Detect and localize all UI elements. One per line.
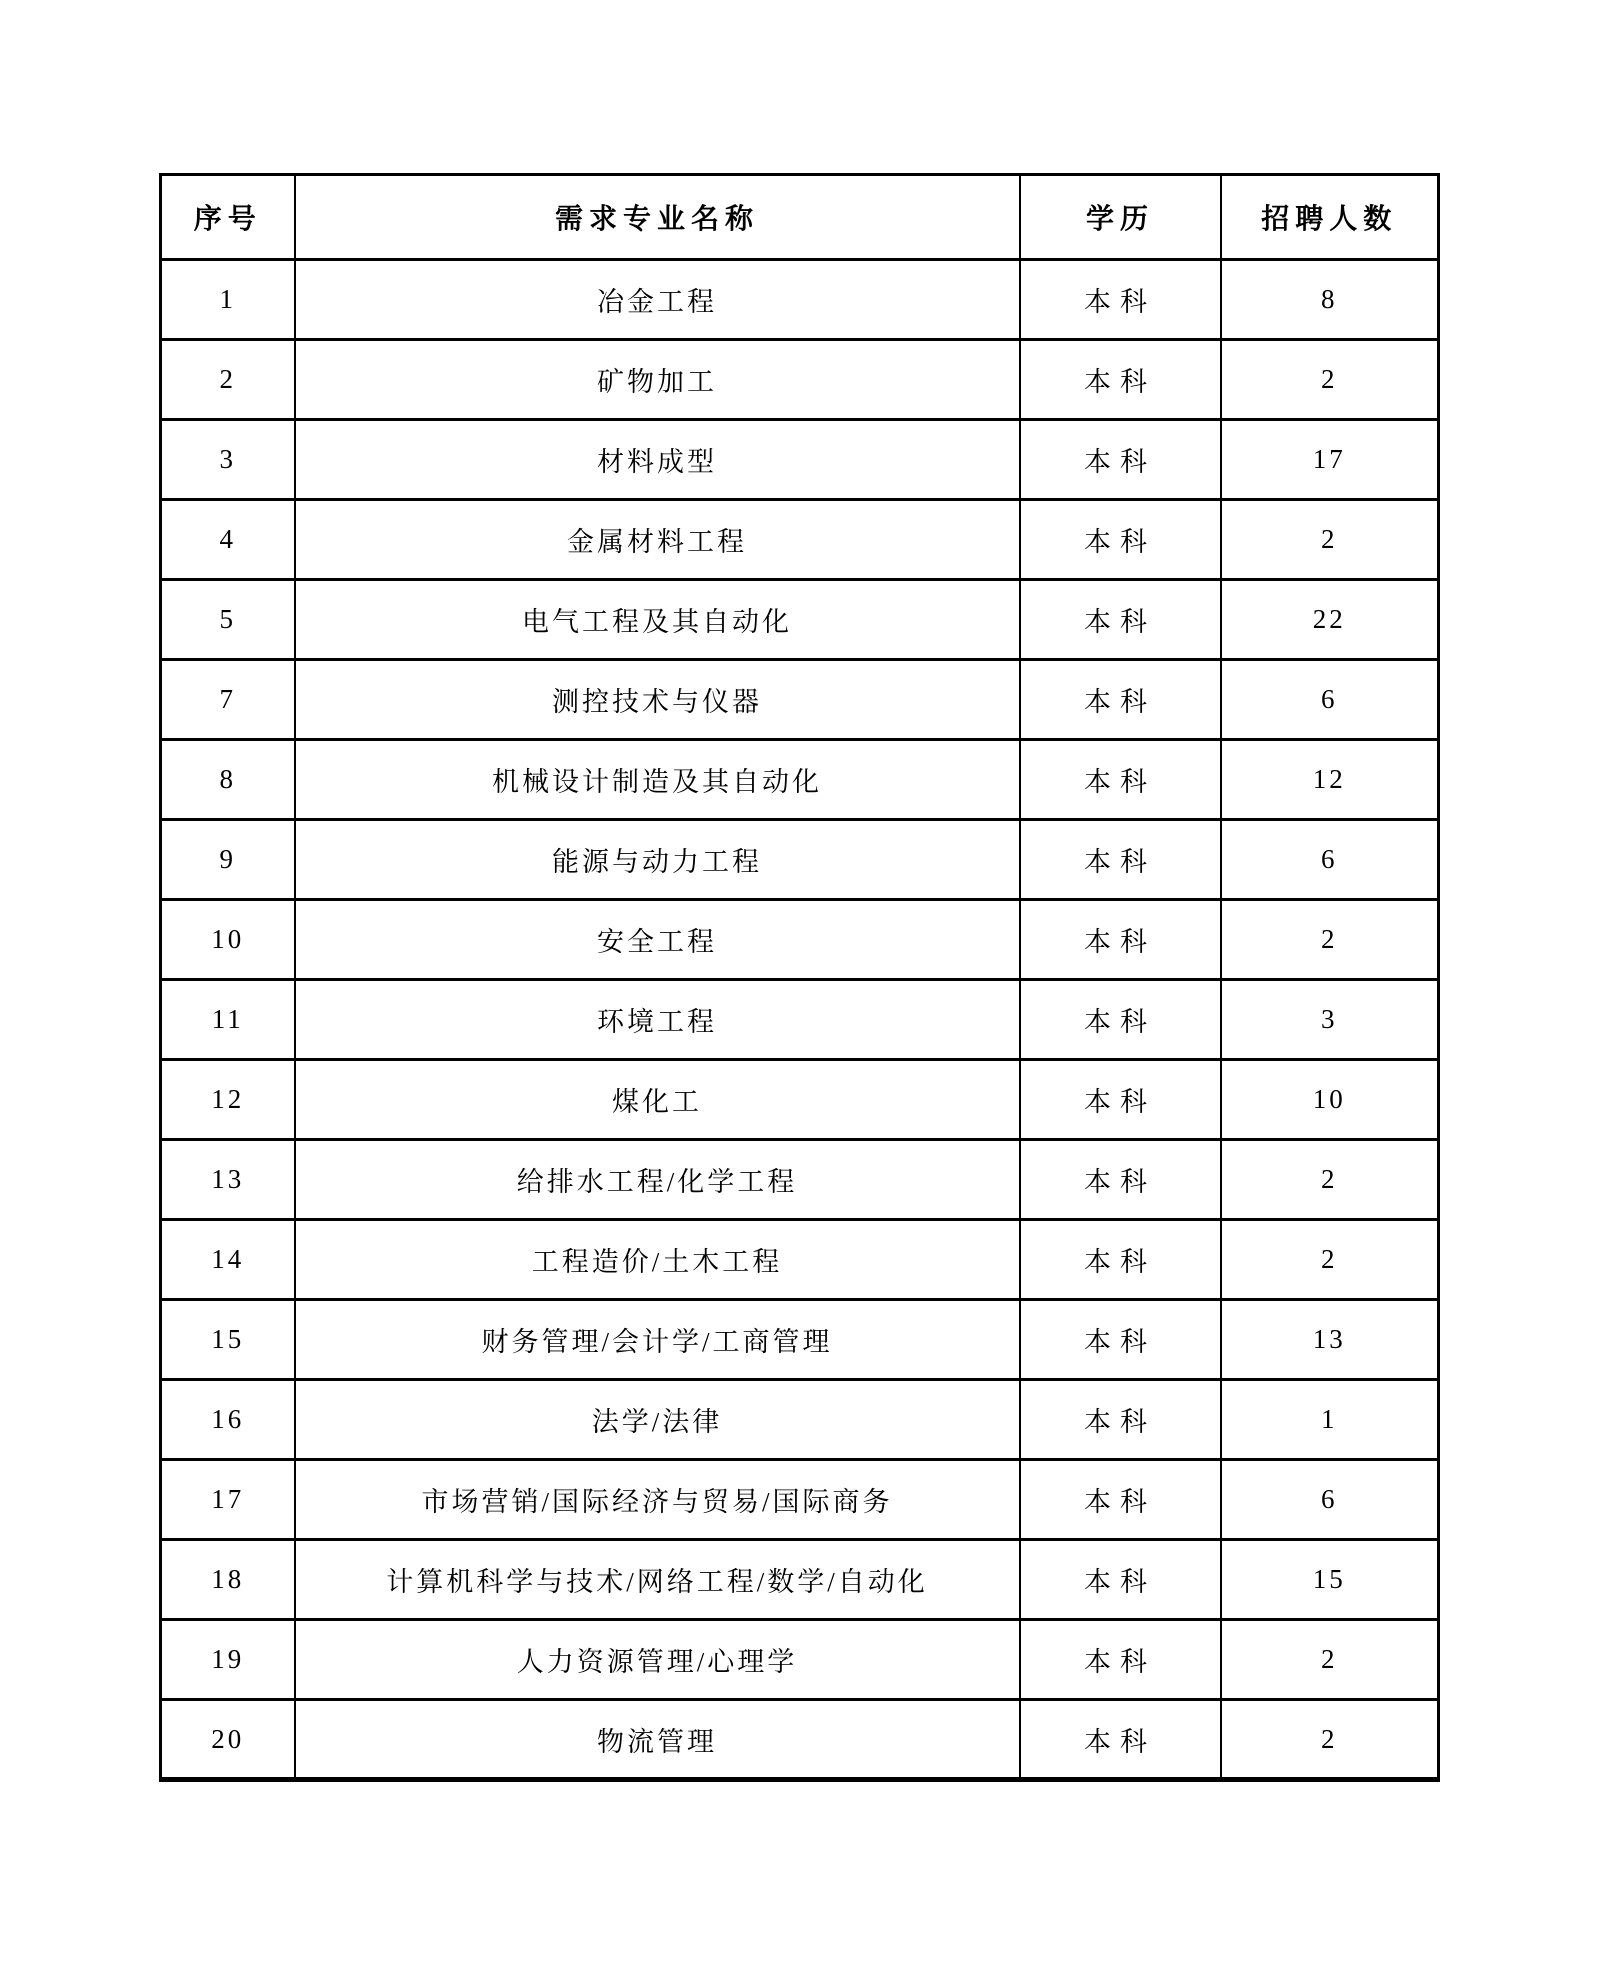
cell-index: 10 xyxy=(161,900,295,980)
cell-index: 9 xyxy=(161,820,295,900)
cell-index: 5 xyxy=(161,580,295,660)
cell-count: 2 xyxy=(1221,1700,1439,1780)
table-row xyxy=(161,740,1439,820)
cell-count: 6 xyxy=(1221,660,1439,740)
cell-count: 22 xyxy=(1221,580,1439,660)
cell-index: 14 xyxy=(161,1220,295,1300)
table-row xyxy=(161,340,1439,420)
column-header-index: 序号 xyxy=(161,175,295,260)
column-header-count: 招聘人数 xyxy=(1221,175,1439,260)
cell-count: 2 xyxy=(1221,900,1439,980)
table-row xyxy=(161,980,1439,1060)
table-row xyxy=(161,1060,1439,1140)
cell-major: 冶金工程 xyxy=(295,260,1020,340)
table-row xyxy=(161,500,1439,580)
cell-index: 2 xyxy=(161,340,295,420)
cell-index: 19 xyxy=(161,1620,295,1700)
cell-degree: 本科 xyxy=(1020,660,1221,740)
cell-degree: 本科 xyxy=(1020,1300,1221,1380)
cell-index: 16 xyxy=(161,1380,295,1460)
cell-major: 矿物加工 xyxy=(295,340,1020,420)
cell-major: 电气工程及其自动化 xyxy=(295,580,1020,660)
cell-degree: 本科 xyxy=(1020,980,1221,1060)
cell-major: 煤化工 xyxy=(295,1060,1020,1140)
cell-major: 材料成型 xyxy=(295,420,1020,500)
cell-major: 给排水工程/化学工程 xyxy=(295,1140,1020,1220)
cell-count: 2 xyxy=(1221,1140,1439,1220)
table-row xyxy=(161,1220,1439,1300)
column-header-degree: 学历 xyxy=(1020,175,1221,260)
cell-major: 法学/法律 xyxy=(295,1380,1020,1460)
cell-count: 3 xyxy=(1221,980,1439,1060)
cell-degree: 本科 xyxy=(1020,1700,1221,1780)
table-row xyxy=(161,1620,1439,1700)
table-row xyxy=(161,1700,1439,1780)
cell-major: 财务管理/会计学/工商管理 xyxy=(295,1300,1020,1380)
table-row xyxy=(161,1460,1439,1540)
table-row xyxy=(161,1140,1439,1220)
cell-degree: 本科 xyxy=(1020,1060,1221,1140)
cell-index: 7 xyxy=(161,660,295,740)
cell-count: 15 xyxy=(1221,1540,1439,1620)
cell-index: 18 xyxy=(161,1540,295,1620)
cell-index: 12 xyxy=(161,1060,295,1140)
cell-index: 8 xyxy=(161,740,295,820)
cell-count: 1 xyxy=(1221,1380,1439,1460)
cell-degree: 本科 xyxy=(1020,1460,1221,1540)
table-row xyxy=(161,1300,1439,1380)
cell-degree: 本科 xyxy=(1020,1620,1221,1700)
cell-index: 3 xyxy=(161,420,295,500)
recruitment-table xyxy=(159,173,1440,1782)
cell-degree: 本科 xyxy=(1020,900,1221,980)
cell-index: 20 xyxy=(161,1700,295,1780)
table-row xyxy=(161,580,1439,660)
cell-major: 计算机科学与技术/网络工程/数学/自动化 xyxy=(295,1540,1020,1620)
cell-index: 15 xyxy=(161,1300,295,1380)
cell-major: 物流管理 xyxy=(295,1700,1020,1780)
cell-degree: 本科 xyxy=(1020,820,1221,900)
cell-count: 2 xyxy=(1221,340,1439,420)
cell-major: 环境工程 xyxy=(295,980,1020,1060)
cell-degree: 本科 xyxy=(1020,420,1221,500)
cell-index: 11 xyxy=(161,980,295,1060)
table-row xyxy=(161,1540,1439,1620)
cell-index: 13 xyxy=(161,1140,295,1220)
cell-count: 2 xyxy=(1221,500,1439,580)
cell-count: 13 xyxy=(1221,1300,1439,1380)
cell-major: 市场营销/国际经济与贸易/国际商务 xyxy=(295,1460,1020,1540)
cell-degree: 本科 xyxy=(1020,1220,1221,1300)
table-header-row xyxy=(161,175,1439,260)
cell-major: 能源与动力工程 xyxy=(295,820,1020,900)
cell-degree: 本科 xyxy=(1020,500,1221,580)
table-row xyxy=(161,900,1439,980)
cell-count: 10 xyxy=(1221,1060,1439,1140)
cell-count: 6 xyxy=(1221,1460,1439,1540)
cell-degree: 本科 xyxy=(1020,1140,1221,1220)
cell-count: 8 xyxy=(1221,260,1439,340)
cell-degree: 本科 xyxy=(1020,580,1221,660)
cell-count: 17 xyxy=(1221,420,1439,500)
table-row xyxy=(161,1380,1439,1460)
cell-degree: 本科 xyxy=(1020,340,1221,420)
cell-major: 机械设计制造及其自动化 xyxy=(295,740,1020,820)
column-header-major: 需求专业名称 xyxy=(295,175,1020,260)
cell-degree: 本科 xyxy=(1020,260,1221,340)
cell-major: 金属材料工程 xyxy=(295,500,1020,580)
cell-count: 12 xyxy=(1221,740,1439,820)
cell-major: 测控技术与仪器 xyxy=(295,660,1020,740)
cell-major: 安全工程 xyxy=(295,900,1020,980)
cell-count: 6 xyxy=(1221,820,1439,900)
cell-index: 4 xyxy=(161,500,295,580)
cell-major: 人力资源管理/心理学 xyxy=(295,1620,1020,1700)
cell-degree: 本科 xyxy=(1020,1380,1221,1460)
table-row xyxy=(161,260,1439,340)
cell-degree: 本科 xyxy=(1020,740,1221,820)
table-row xyxy=(161,420,1439,500)
cell-degree: 本科 xyxy=(1020,1540,1221,1620)
cell-index: 1 xyxy=(161,260,295,340)
cell-major: 工程造价/土木工程 xyxy=(295,1220,1020,1300)
cell-index: 17 xyxy=(161,1460,295,1540)
table-row xyxy=(161,820,1439,900)
cell-count: 2 xyxy=(1221,1620,1439,1700)
cell-count: 2 xyxy=(1221,1220,1439,1300)
table-row xyxy=(161,660,1439,740)
